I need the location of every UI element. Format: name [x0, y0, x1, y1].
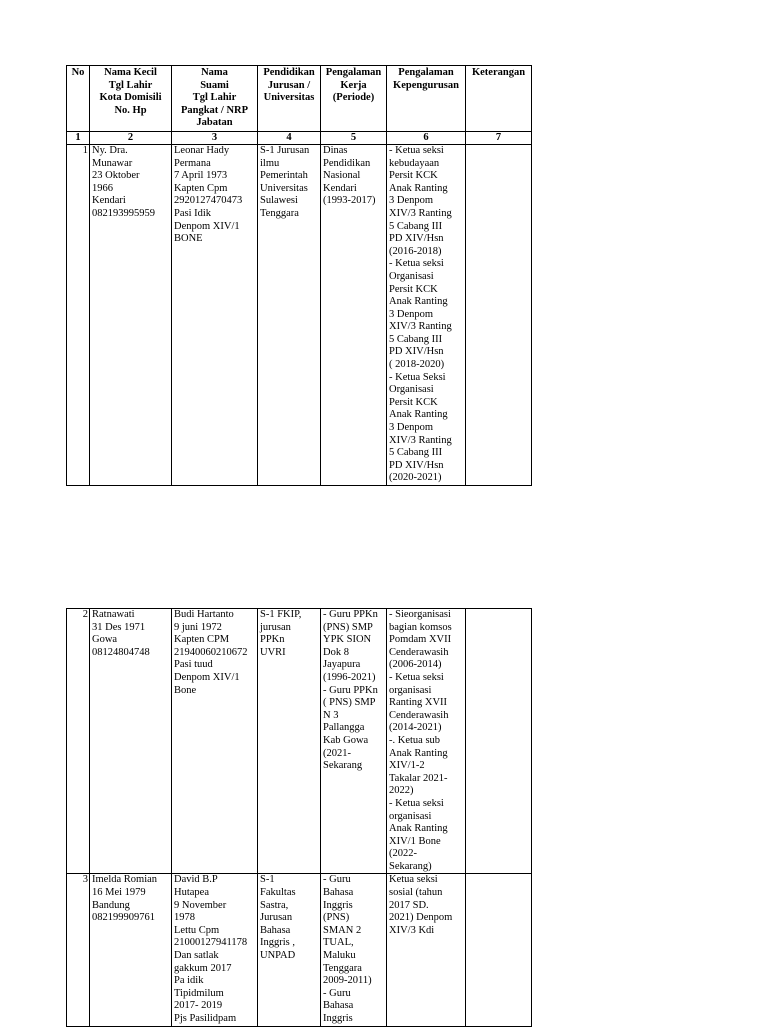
cell-line: Pendidikan: [263, 67, 315, 78]
cell-line: Kepengurusan: [393, 79, 459, 91]
cell-line: Pendidikan: [323, 157, 371, 169]
cell-line: - Ketua seksi: [389, 671, 444, 683]
cell-line: Dok 8: [323, 646, 349, 658]
cell-line: Imelda Romian: [92, 874, 158, 886]
cell-line: Jabatan: [196, 117, 233, 129]
cell-line: Sekarang: [323, 760, 363, 772]
cell-line: XIV/1 Bone: [389, 835, 441, 847]
cell-line: (2020-2021): [389, 472, 442, 484]
cell-line: David B.P: [174, 874, 218, 886]
cell-line: Kota Domisili: [99, 92, 162, 104]
cell-line: Pa idik: [174, 975, 204, 987]
cell-line: Bahasa: [260, 924, 291, 936]
cell-line: UVRI: [260, 646, 286, 658]
cell-line: Tgl Lahir: [108, 79, 153, 91]
cell-line: 5 Cabang III: [389, 333, 443, 345]
header-pengalaman-kepengurusan: [387, 66, 466, 132]
cell-line: ( PNS) SMP: [323, 697, 376, 709]
cell-line: (1993-2017): [323, 195, 376, 207]
header-nama-suami: [172, 66, 258, 132]
table-row: [67, 874, 532, 1026]
cell-line: TUAL,: [323, 937, 354, 949]
cell-line: XIV/3 Ranting: [389, 321, 452, 333]
member-table-page-1: [66, 65, 532, 486]
cell-line: 082199909761: [92, 912, 155, 924]
cell-pengalaman-kepengurusan: [387, 874, 466, 1026]
cell-line: 5 Cabang III: [389, 220, 443, 232]
cell-line: Pengalaman: [398, 67, 454, 78]
table-row: [67, 609, 532, 874]
cell-line: bagian komsos: [389, 621, 452, 633]
cell-line: (1996-2021): [323, 671, 376, 683]
cell-line: Bone: [174, 684, 197, 696]
cell-pengalaman-kepengurusan: [387, 144, 466, 485]
cell-keterangan: [466, 609, 532, 874]
cell-line: Sekarang): [389, 860, 432, 872]
cell-line: 08124804748: [92, 646, 150, 658]
column-number: 2: [90, 131, 172, 144]
cell-line: (2016-2018): [389, 245, 442, 257]
cell-line: Pasi tuud: [174, 659, 213, 671]
cell-line: Kendari: [323, 182, 357, 194]
cell-line: - Guru PPKn: [323, 609, 378, 620]
cell-line: Hutapea: [174, 887, 209, 899]
header-row: [67, 66, 532, 132]
cell-line: 2022): [389, 785, 414, 797]
cell-line: S-1: [260, 874, 275, 886]
cell-line: Inggris: [323, 1013, 353, 1024]
cell-pendidikan: [258, 874, 321, 1026]
cell-line: Universitas: [260, 182, 308, 194]
cell-line: 7 April 1973: [174, 170, 228, 182]
cell-line: jurusan: [260, 621, 291, 633]
cell-line: organisasi: [389, 684, 432, 696]
cell-line: 16 Mei 1979: [92, 887, 146, 899]
cell-line: Anak Ranting: [389, 823, 448, 835]
cell-suami: [172, 874, 258, 1026]
cell-line: Dan satlak: [174, 950, 219, 962]
cell-line: Fakultas: [260, 887, 296, 899]
cell-line: Nasional: [323, 170, 361, 182]
cell-line: sosial (tahun: [389, 887, 443, 899]
cell-line: Persit KCK: [389, 283, 438, 295]
cell-line: PD XIV/Hsn: [389, 233, 444, 245]
cell-line: UNPAD: [260, 950, 296, 962]
cell-line: Ratnawati: [92, 609, 135, 620]
cell-line: Jurusan /: [267, 79, 311, 91]
cell-line: Jurusan: [260, 912, 293, 924]
cell-line: Jayapura: [323, 659, 361, 671]
cell-line: Pangkat / NRP: [180, 104, 249, 116]
cell-line: - Ketua seksi: [389, 258, 444, 270]
cell-line: XIV/1-2: [389, 760, 425, 772]
cell-line: Organisasi: [389, 384, 434, 396]
cell-line: 3 Denpom: [389, 308, 434, 320]
cell-suami: [172, 609, 258, 874]
cell-line: Nama: [201, 67, 228, 78]
cell-line: Dinas: [323, 144, 348, 156]
cell-line: S-1 FKIP,: [260, 609, 302, 620]
cell-line: Tgl Lahir: [192, 92, 237, 104]
cell-line: Ny. Dra.: [92, 144, 128, 156]
cell-line: 23 Oktober: [92, 170, 140, 182]
cell-line: No. Hp: [114, 104, 147, 116]
cell-line: Denpom XIV/1: [174, 671, 240, 683]
cell-pengalaman-kerja: [321, 609, 387, 874]
cell-line: S-1 Jurusan: [260, 144, 310, 156]
cell-line: 2017- 2019: [174, 1000, 223, 1012]
cell-line: ( 2018-2020): [389, 359, 445, 371]
column-number: 6: [387, 131, 466, 144]
cell-line: Cenderawasih: [389, 646, 449, 658]
cell-line: Bahasa: [323, 887, 354, 899]
member-table-page-2: [66, 608, 532, 1027]
cell-line: - Guru: [323, 874, 351, 886]
column-number: 1: [67, 131, 90, 144]
header-pengalaman-kerja: [321, 66, 387, 132]
cell-line: Leonar Hady: [174, 144, 230, 156]
cell-no: 3: [67, 874, 90, 1026]
cell-line: 1966: [92, 182, 113, 194]
cell-line: Suami: [200, 79, 229, 91]
column-number: 7: [466, 131, 532, 144]
cell-line: PPKn: [260, 634, 285, 646]
cell-line: 2017 SD.: [389, 899, 429, 911]
cell-line: organisasi: [389, 810, 432, 822]
cell-line: - Guru PPKn: [323, 684, 378, 696]
cell-line: Ketua seksi: [389, 874, 438, 886]
cell-line: -. Ketua sub: [389, 734, 441, 746]
cell-line: Tipidmilum: [174, 987, 224, 999]
cell-line: 5 Cabang III: [389, 447, 443, 459]
cell-line: - Ketua seksi: [389, 144, 444, 156]
cell-no: 1: [67, 144, 90, 485]
cell-pengalaman-kepengurusan: [387, 609, 466, 874]
cell-line: - Ketua seksi: [389, 797, 444, 809]
cell-line: Munawar: [92, 157, 133, 169]
cell-line: Persit KCK: [389, 170, 438, 182]
cell-line: Kapten Cpm: [174, 182, 228, 194]
cell-line: Sastra,: [260, 899, 289, 911]
cell-line: 3 Denpom: [389, 422, 434, 434]
column-number: 4: [258, 131, 321, 144]
cell-line: (PNS) SMP: [323, 621, 373, 633]
column-number: 3: [172, 131, 258, 144]
header-keterangan: [466, 66, 532, 132]
cell-line: Pengalaman: [325, 67, 382, 78]
cell-line: 21940060210672: [174, 646, 248, 658]
cell-line: Lettu Cpm: [174, 924, 220, 936]
cell-line: Anak Ranting: [389, 296, 448, 308]
cell-line: (PNS): [323, 912, 350, 924]
cell-line: Pomdam XVII: [389, 634, 452, 646]
cell-line: BONE: [174, 233, 203, 245]
cell-line: Keterangan: [471, 67, 526, 78]
cell-line: Pallangga: [323, 722, 365, 734]
cell-nama-kecil: [90, 874, 172, 1026]
cell-line: 31 Des 1971: [92, 621, 146, 633]
cell-line: 9 November: [174, 899, 227, 911]
cell-keterangan: [466, 874, 532, 1026]
cell-line: Persit KCK: [389, 396, 438, 408]
cell-line: Kendari: [92, 195, 126, 207]
cell-line: N 3: [323, 709, 339, 721]
header-no: [67, 66, 90, 132]
cell-line: Budi Hartanto: [174, 609, 234, 620]
table-row: [67, 144, 532, 485]
cell-line: 3 Denpom: [389, 195, 434, 207]
cell-line: Organisasi: [389, 270, 434, 282]
cell-line: 2021) Denpom: [389, 912, 453, 924]
cell-line: Maluku: [323, 950, 356, 962]
cell-line: Tenggara: [323, 962, 362, 974]
cell-line: (2006-2014): [389, 659, 442, 671]
cell-pendidikan: [258, 144, 321, 485]
cell-line: YPK SION: [323, 634, 372, 646]
cell-line: ilmu: [260, 157, 280, 169]
cell-nama-kecil: [90, 144, 172, 485]
column-number: 5: [321, 131, 387, 144]
cell-pengalaman-kerja: [321, 144, 387, 485]
cell-keterangan: [466, 144, 532, 485]
cell-pendidikan: [258, 609, 321, 874]
cell-line: Nama Kecil: [104, 67, 157, 78]
cell-line: (2021-: [323, 747, 351, 759]
cell-line: 2920127470473: [174, 195, 243, 207]
cell-line: Pasi Idik: [174, 207, 212, 219]
cell-line: Inggris: [323, 899, 353, 911]
cell-line: Takalar 2021-: [389, 772, 448, 784]
cell-line: 21000127941178: [174, 937, 248, 949]
cell-line: Bandung: [92, 899, 130, 911]
cell-line: Pemerintah: [260, 170, 308, 182]
cell-line: XIV/3 Ranting: [389, 207, 452, 219]
cell-line: Denpom XIV/1: [174, 220, 240, 232]
cell-line: - Guru: [323, 987, 351, 999]
cell-line: Pjs Pasilidpam: [174, 1013, 237, 1024]
cell-line: - Ketua Seksi: [389, 371, 446, 383]
cell-line: XIV/3 Kdi: [389, 924, 435, 936]
cell-line: PD XIV/Hsn: [389, 346, 444, 358]
cell-line: Kerja: [340, 79, 367, 91]
cell-line: Inggris ,: [260, 937, 295, 949]
cell-line: Kapten CPM: [174, 634, 230, 646]
cell-line: PD XIV/Hsn: [389, 459, 444, 471]
cell-line: Anak Ranting: [389, 182, 448, 194]
cell-line: kebudayaan: [389, 157, 440, 169]
cell-line: 082193995959: [92, 207, 155, 219]
cell-line: Ranting XVII: [389, 697, 448, 709]
cell-line: gakkum 2017: [174, 962, 232, 974]
header-pendidikan: [258, 66, 321, 132]
cell-pengalaman-kerja: [321, 874, 387, 1026]
cell-line: 2009-2011): [323, 975, 372, 987]
cell-line: (Periode): [332, 92, 375, 104]
cell-line: 9 juni 1972: [174, 621, 222, 633]
cell-line: Kab Gowa: [323, 734, 369, 746]
cell-line: XIV/3 Ranting: [389, 434, 452, 446]
cell-line: No: [71, 67, 85, 78]
header-nama-kecil: [90, 66, 172, 132]
cell-line: Cenderawasih: [389, 709, 449, 721]
cell-line: Gowa: [92, 634, 118, 646]
cell-nama-kecil: [90, 609, 172, 874]
cell-line: Anak Ranting: [389, 747, 448, 759]
cell-line: Bahasa: [323, 1000, 354, 1012]
cell-line: Permana: [174, 157, 211, 169]
cell-line: Universitas: [263, 92, 315, 104]
cell-suami: [172, 144, 258, 485]
cell-line: (2022-: [389, 848, 417, 860]
cell-line: Anak Ranting: [389, 409, 448, 421]
column-number-row: [67, 131, 532, 144]
cell-line: SMAN 2: [323, 924, 362, 936]
cell-line: Tenggara: [260, 207, 299, 219]
cell-no: 2: [67, 609, 90, 874]
cell-line: 1978: [174, 912, 195, 924]
cell-line: (2014-2021): [389, 722, 442, 734]
cell-line: Sulawesi: [260, 195, 298, 207]
cell-line: - Sieorganisasi: [389, 609, 451, 620]
